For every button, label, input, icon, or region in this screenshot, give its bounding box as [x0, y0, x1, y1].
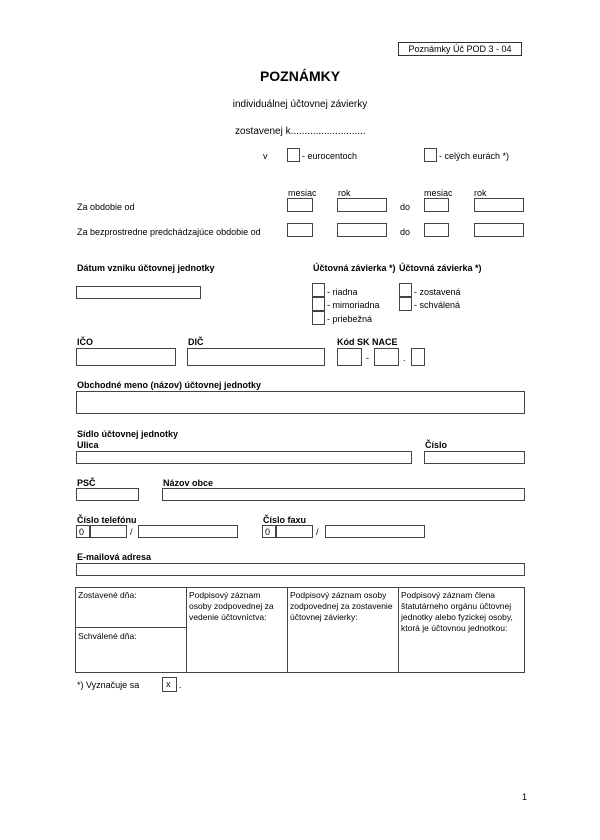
email-label: E-mailová adresa [77, 552, 152, 562]
seat-label: Sídlo účtovnej jednotky [77, 429, 179, 439]
previous-period-label: Za bezprostredne predchádzajúce obdobie od [77, 227, 261, 237]
fax-slash: / [316, 527, 319, 537]
footnote: *) Vyznačuje sa [77, 680, 140, 690]
current-from-year[interactable] [337, 198, 387, 212]
page-title: POZNÁMKY [259, 68, 341, 84]
street-label: Ulica [77, 440, 99, 450]
closing-approved-label: - schválená [414, 300, 461, 310]
nace-label: Kód SK NACE [337, 337, 398, 347]
ico-field[interactable] [76, 348, 176, 366]
email-field[interactable] [76, 563, 525, 576]
compiled-to: zostavenej k........................... [235, 126, 366, 137]
previous-to-month[interactable] [424, 223, 449, 237]
number-field[interactable] [424, 451, 525, 464]
phone-number-field[interactable] [138, 525, 238, 538]
closing-type-a-heading: Účtovná závierka *) [313, 263, 396, 273]
closing-regular-label: - riadna [327, 287, 358, 297]
footnote-end: . [179, 680, 182, 690]
fax-label: Číslo faxu [263, 515, 307, 525]
sig-compiling[interactable]: Podpisový záznam osoby zodpovednej za zostavenie účtovnej závierky: [290, 590, 393, 622]
year-header-from: rok [338, 188, 351, 198]
fax-number-field[interactable] [325, 525, 425, 538]
page-number: 1 [522, 792, 528, 802]
whole-euros-label: - celých eurách *) [439, 151, 510, 161]
previous-to-label: do [400, 227, 411, 237]
whole-euros-checkbox[interactable] [424, 148, 437, 162]
business-name-field[interactable] [76, 391, 525, 414]
dic-label: DIČ [188, 337, 204, 347]
current-period-label: Za obdobie od [77, 202, 135, 212]
psc-label: PSČ [77, 478, 96, 488]
nace-separator-dash: - [366, 353, 369, 363]
previous-from-year[interactable] [337, 223, 387, 237]
business-name-label: Obchodné meno (názov) účtovnej jednotky [77, 380, 262, 390]
month-header-from: mesiac [288, 188, 317, 198]
origin-date-field[interactable] [76, 286, 201, 299]
nace-field-2[interactable] [374, 348, 399, 366]
closing-compiled-checkbox[interactable] [399, 283, 412, 297]
municipality-field[interactable] [162, 488, 525, 501]
nace-separator-dot: . [403, 353, 406, 363]
nace-field-3[interactable] [411, 348, 425, 366]
approved-on-label: Schválené dňa: [78, 631, 137, 641]
closing-compiled-label: - zostavená [414, 287, 461, 297]
closing-interim-label: - priebežná [327, 314, 373, 324]
street-field[interactable] [76, 451, 412, 464]
subtitle: individuálnej účtovnej závierky [232, 99, 368, 110]
phone-area-field[interactable] [90, 525, 127, 538]
fax-prefix: 0 [265, 527, 271, 537]
sig-statutory[interactable]: Podpisový záznam člena štatutárneho orgánu účtovnej jednotky alebo fyzickej osoby, ktorá je účtovnou jednotkou: [401, 590, 513, 633]
footnote-mark: x [166, 679, 171, 689]
psc-field[interactable] [76, 488, 139, 501]
current-to-label: do [400, 202, 411, 212]
closing-extraordinary-label: - mimoriadna [327, 300, 380, 310]
origin-date-label: Dátum vzniku účtovnej jednotky [77, 263, 215, 273]
municipality-label: Názov obce [163, 478, 214, 488]
year-header-to: rok [474, 188, 487, 198]
nace-field-1[interactable] [337, 348, 362, 366]
phone-slash: / [130, 527, 133, 537]
currency-prefix: v [263, 151, 268, 161]
current-to-year[interactable] [474, 198, 524, 212]
previous-from-month[interactable] [287, 223, 313, 237]
eurocents-checkbox[interactable] [287, 148, 300, 162]
month-header-to: mesiac [424, 188, 453, 198]
closing-regular-checkbox[interactable] [312, 283, 325, 297]
current-from-month[interactable] [287, 198, 313, 212]
fax-area-field[interactable] [276, 525, 313, 538]
phone-prefix: 0 [79, 527, 85, 537]
closing-extraordinary-checkbox[interactable] [312, 297, 325, 311]
sig-date-divider [75, 627, 186, 628]
dic-field[interactable] [187, 348, 325, 366]
ico-label: IČO [77, 337, 94, 347]
form-code: Poznámky Úč POD 3 - 04 [398, 42, 522, 56]
closing-approved-checkbox[interactable] [399, 297, 412, 311]
eurocents-label: - eurocentoch [302, 151, 358, 161]
closing-type-b-heading: Účtovná závierka *) [399, 263, 482, 273]
previous-to-year[interactable] [474, 223, 524, 237]
closing-interim-checkbox[interactable] [312, 311, 325, 325]
phone-label: Číslo telefónu [77, 515, 137, 525]
compiled-on-label: Zostavené dňa: [78, 590, 137, 600]
current-to-month[interactable] [424, 198, 449, 212]
number-label: Číslo [425, 440, 448, 450]
sig-accounting[interactable]: Podpisový záznam osoby zodpovednej za vedenie účtovníctva: [189, 590, 274, 622]
